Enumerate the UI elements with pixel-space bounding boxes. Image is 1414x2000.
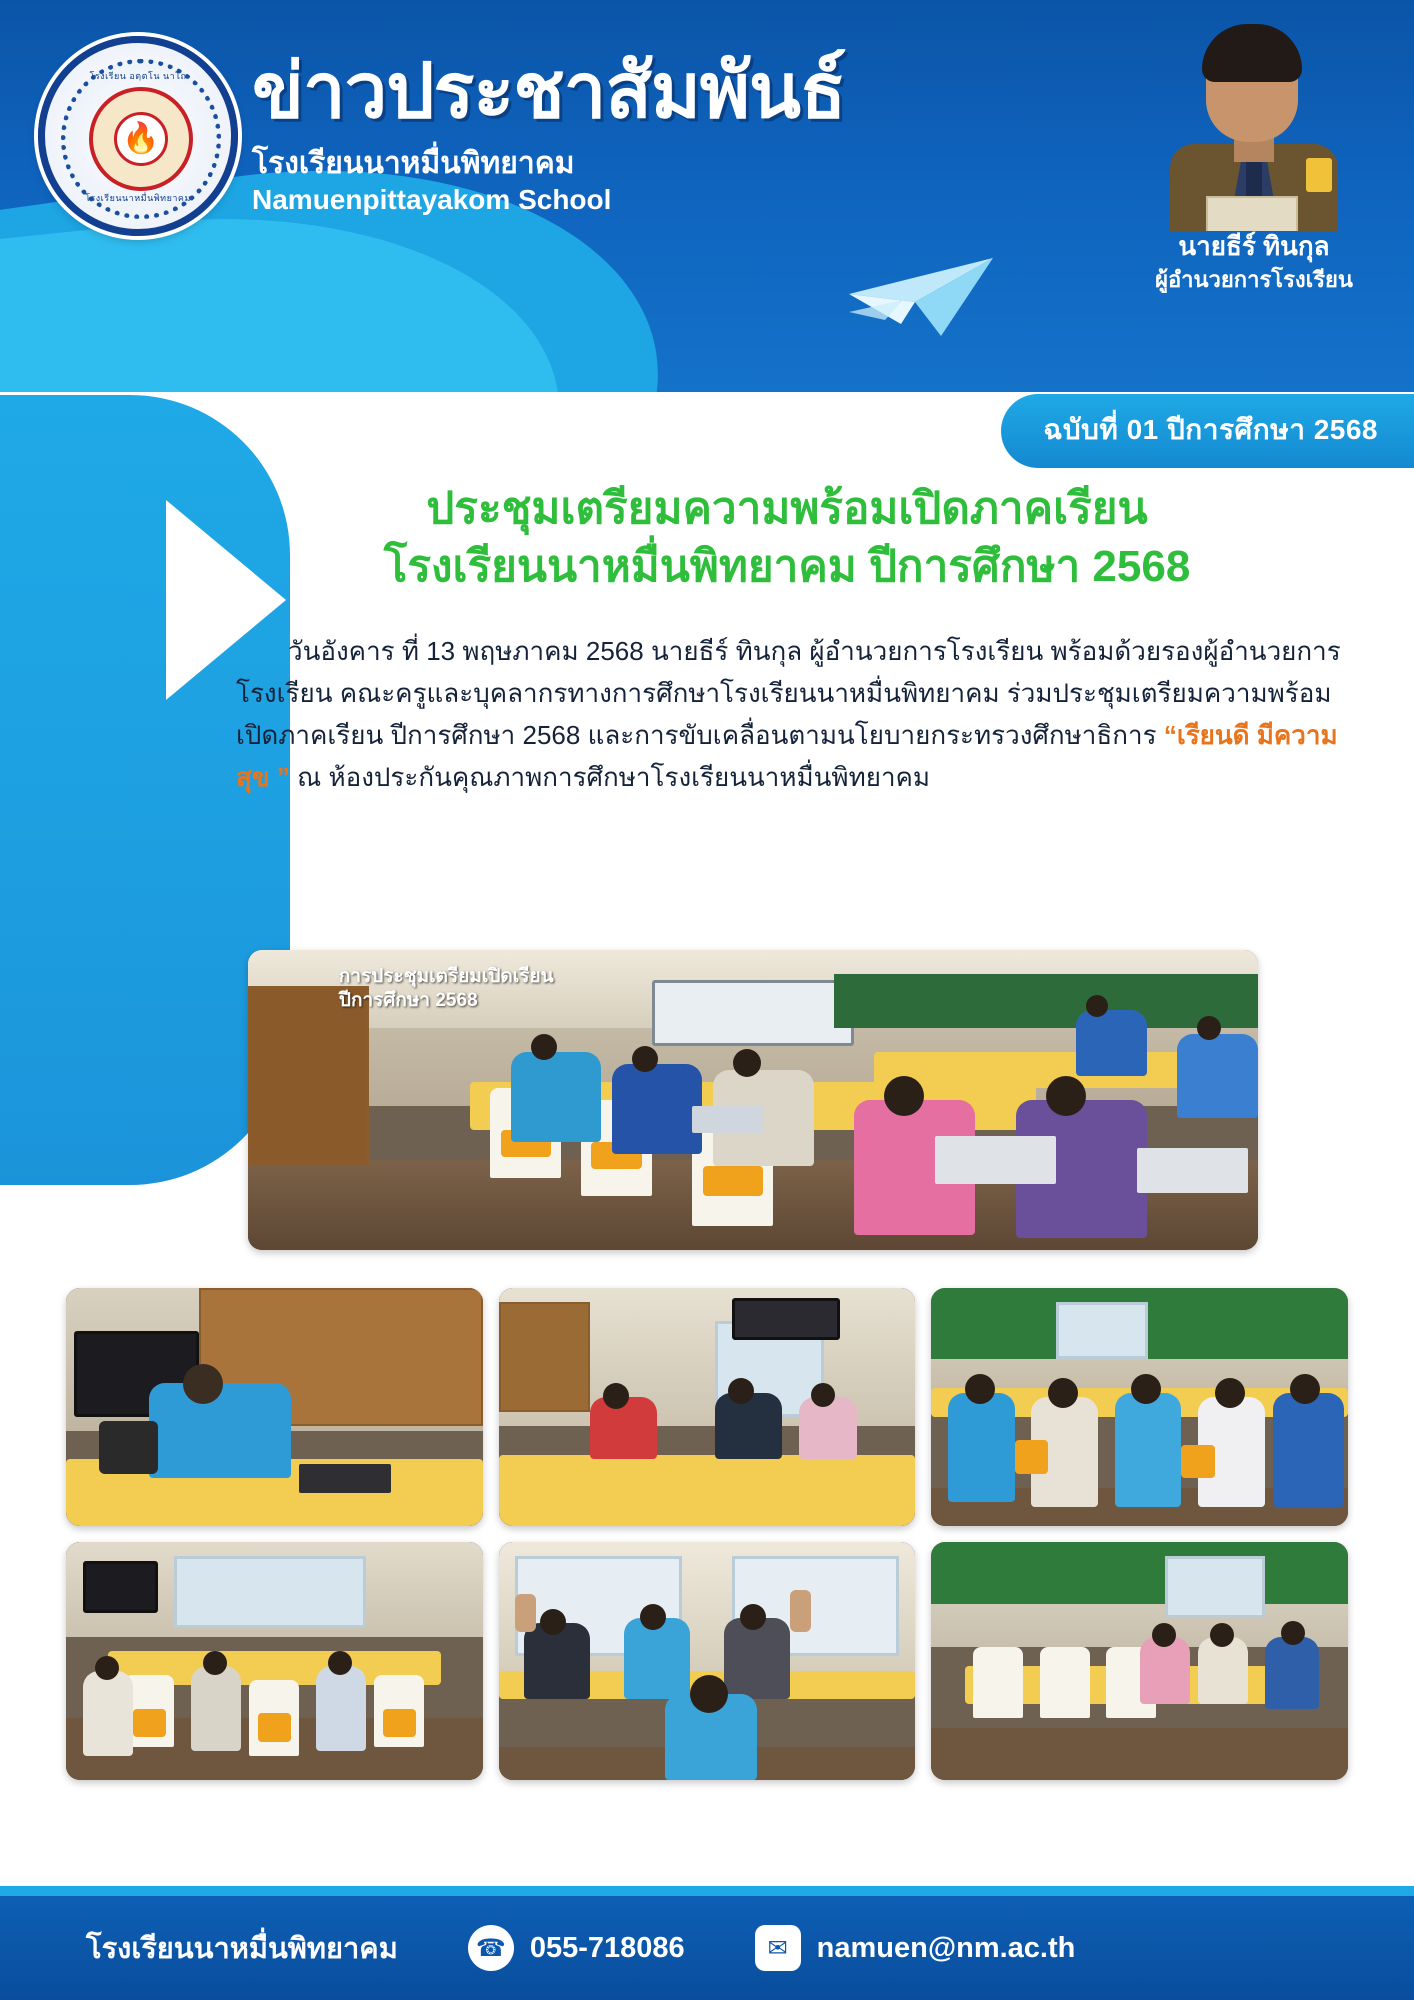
- photo-meeting-wide: [66, 1542, 483, 1780]
- page-title: ข่าวประชาสัมพันธ์: [252, 49, 846, 134]
- director-name-label: นายธีร์ ทินกุล: [1178, 231, 1330, 261]
- footer-phone: [468, 1925, 685, 1971]
- headline-line-2: โรงเรียนนาหมื่นพิทยาคม ปีการศึกษา 2568: [383, 542, 1191, 592]
- photo-grid: [66, 1288, 1348, 1780]
- seal-school-text: โรงเรียนนาหมื่นพิทยาคม: [85, 193, 191, 203]
- paper-plane-icon: [845, 250, 995, 340]
- seal-flame-icon: 🔥: [114, 112, 168, 166]
- director-portrait: [1154, 16, 1354, 292]
- body-text-part-2: ณ ห้องประกันคุณภาพการศึกษาโรงเรียนนาหมื่นพิทยาคม: [289, 762, 931, 793]
- article-body: [236, 630, 1368, 798]
- issue-number-badge: ฉบับที่ 01 ปีการศึกษา 2568: [1001, 394, 1414, 468]
- director-role-label: ผู้อำนวยการโรงเรียน: [1155, 267, 1353, 292]
- article-headline: [230, 480, 1344, 596]
- footer-school-name: โรงเรียนนาหมื่นพิทยาคม: [86, 1933, 398, 1965]
- director-hair: [1202, 24, 1302, 82]
- seal-motto-text: โรงเรียน อตฺตโน นาโถ: [89, 71, 187, 81]
- footer-accent-strip: [0, 1886, 1414, 1896]
- hero-photo-caption: การประชุมเตรียมเปิดเรียน ปีการศึกษา 2568: [338, 966, 554, 1011]
- header-title-group: [252, 49, 972, 218]
- photo-director-speaking: [66, 1288, 483, 1526]
- school-name-en: Namuenpittayakom School: [252, 184, 612, 216]
- phone-icon: ☎: [468, 1925, 514, 1971]
- headline-line-1: ประชุมเตรียมความพร้อมเปิดภาคเรียน: [426, 484, 1148, 533]
- footer-email: [755, 1925, 1076, 1971]
- school-name-th: โรงเรียนนาหมื่นพิทยาคม: [252, 146, 575, 180]
- photo-meeting-table: [931, 1542, 1348, 1780]
- body-quote-policy: “เรียนดี มีความสุข ”: [236, 720, 1338, 793]
- footer-email-address: namuen@nm.ac.th: [816, 1931, 1076, 1964]
- hero-photo-scene: [248, 950, 1258, 1250]
- photo-raising-hands-1: [931, 1288, 1348, 1526]
- photo-meeting-hero: [248, 950, 1258, 1250]
- director-photo-image: [1154, 16, 1354, 231]
- footer-phone-number: 055-718086: [529, 1931, 685, 1964]
- mail-icon: ✉: [755, 1925, 801, 1971]
- school-seal-logo: [38, 36, 238, 236]
- director-document: [1206, 196, 1298, 231]
- footer-bar: [0, 1896, 1414, 2000]
- photo-raising-hands-2: [499, 1542, 916, 1780]
- seal-inner-circle: [89, 87, 193, 191]
- header-banner: [0, 0, 1414, 392]
- body-text-part-1: วันอังคาร ที่ 13 พฤษภาคม 2568 นายธีร์ ทินกุล ผู้อำนวยการโรงเรียน พร้อมด้วยรองผู้อำนวยการโรงเรียน คณะครูและบุคลากรทางการศึกษาโรงเรียนนาหมื่นพิทยาคม ร่วมประชุมเตรียมความพร้อมเปิดภาคเรียน ปีการศึกษา 2568 และการขับเคลื่อนตามนโยบายกระทรวงศึกษาธิการ: [236, 636, 1341, 751]
- photo-meeting-room-front: [499, 1288, 916, 1526]
- director-badge-icon: [1306, 158, 1332, 192]
